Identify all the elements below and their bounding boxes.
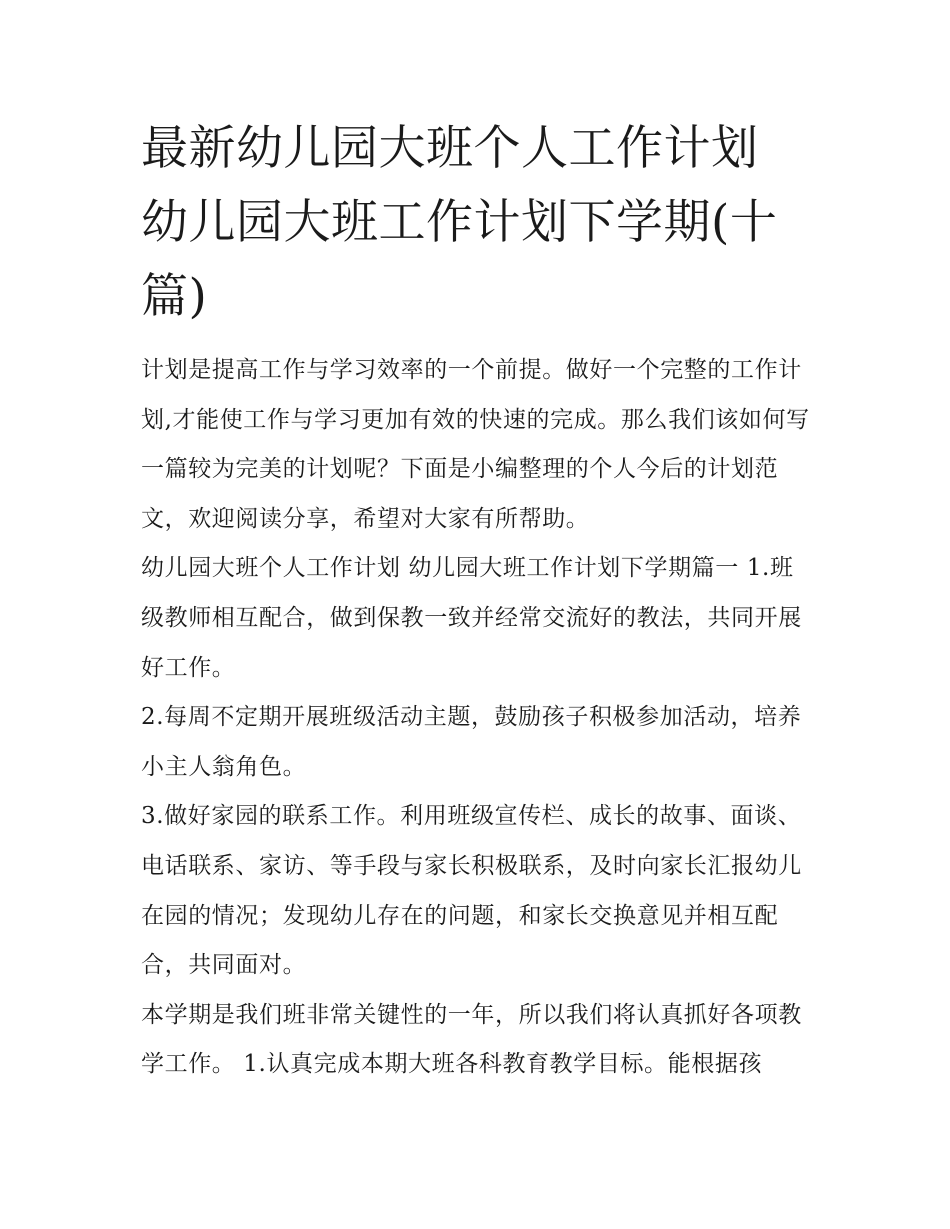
- body-paragraph: 幼儿园大班个人工作计划 幼儿园大班工作计划下学期篇一 1.班级教师相互配合，做到保教一致并经常交流好的教法，共同开展好工作。: [141, 555, 802, 681]
- document-title: 最新幼儿园大班个人工作计划 幼儿园大班工作计划下学期(十篇): [141, 121, 778, 324]
- body-paragraph: 本学期是我们班非常关键性的一年，所以我们将认真抓好各项教学工作。 1.认真完成本期大班各科教育教学目标。能根据孩: [141, 1001, 802, 1078]
- document-page: [141, 112, 813, 1090]
- body-paragraph: 2.每周不定期开展班级活动主题，鼓励孩子积极参加活动，培养小主人翁角色。: [141, 704, 802, 780]
- intro-paragraph: 计划是提高工作与学习效率的一个前提。做好一个完整的工作计划,才能使工作与学习更加有效的快速的完成。那么我们该如何写一篇较为完美的计划呢？下面是小编整理的个人今后的计划范文，欢迎阅读分享，希望对大家有所帮助。: [141, 357, 810, 532]
- body-paragraph: 3.做好家园的联系工作。利用班级宣传栏、成长的故事、面谈、电话联系、家访、等手段与家长积极联系，及时向家长汇报幼儿在园的情况；发现幼儿存在的问题，和家长交换意见并相互配合，共同面对。: [141, 803, 802, 979]
